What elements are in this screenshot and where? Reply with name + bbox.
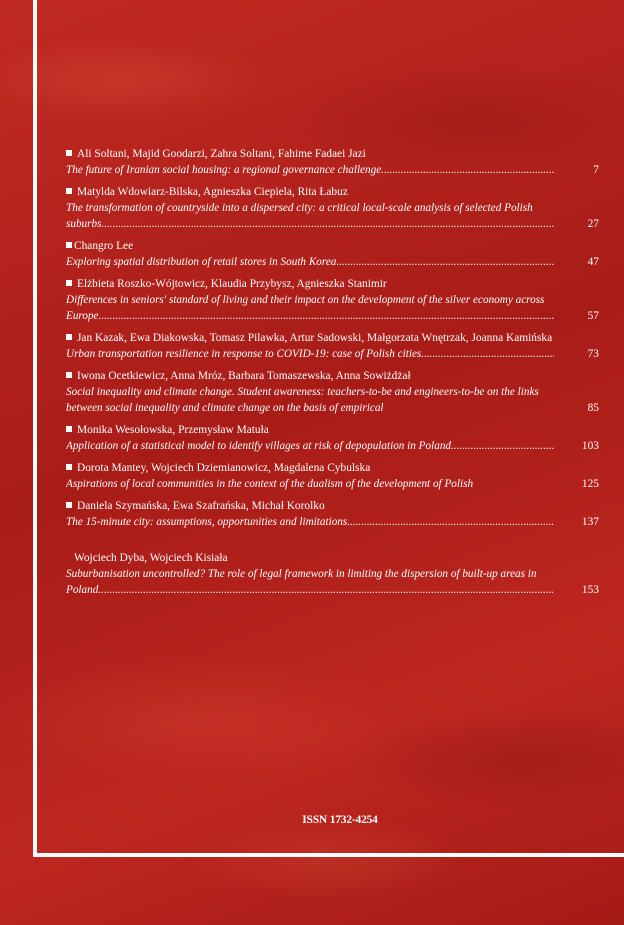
toc-entry[interactable] bbox=[66, 460, 601, 492]
entry-authors: Jan Kazak, Ewa Diakowska, Tomasz Pilawka, Artur Sadowski, Małgorzata Wnętrzak, Joanna Kamińska bbox=[66, 330, 601, 346]
toc-entry[interactable] bbox=[66, 550, 601, 598]
issn-number: ISSN 1732-4254 bbox=[302, 814, 378, 826]
entry-page-number: 85 bbox=[587, 402, 599, 414]
entry-authors: Daniela Szymańska, Ewa Szafrańska, Michał Korolko bbox=[66, 498, 601, 514]
bullet-icon bbox=[66, 280, 72, 286]
bullet-icon bbox=[66, 372, 72, 378]
entry-page-number: 7 bbox=[593, 164, 599, 176]
entry-page-number: 137 bbox=[581, 516, 599, 528]
entry-title[interactable]: The transformation of countryside into a dispersed city: a critical local-scale analysis of selected Polish suburbs ..... bbox=[66, 200, 554, 232]
bullet-icon bbox=[66, 242, 72, 248]
toc-entry[interactable] bbox=[66, 238, 601, 270]
section-gap bbox=[66, 536, 601, 550]
entry-page-number: 125 bbox=[581, 478, 599, 490]
toc-entry[interactable] bbox=[66, 330, 601, 362]
bullet-icon bbox=[66, 502, 72, 508]
table-of-contents bbox=[66, 146, 601, 604]
toc-entry[interactable] bbox=[66, 146, 601, 178]
toc-entry[interactable] bbox=[66, 276, 601, 324]
toc-entry[interactable] bbox=[66, 498, 601, 530]
entry-title[interactable]: Urban transportation resilience in response to COVID-19: case of Polish cities ..... bbox=[66, 346, 554, 362]
bullet-icon bbox=[66, 150, 72, 156]
entry-page-number: 57 bbox=[587, 310, 599, 322]
entry-authors: Ali Soltani, Majid Goodarzi, Zahra Soltani, Fahime Fadaei Jazi bbox=[66, 146, 601, 162]
entry-authors: Wojciech Dyba, Wojciech Kisiała bbox=[74, 552, 228, 564]
entry-title[interactable]: Suburbanisation uncontrolled? The role of legal framework in limiting the dispersion of built-up areas in Poland ..... bbox=[66, 566, 554, 598]
frame-bottom-line bbox=[33, 853, 624, 857]
entry-page-number: 73 bbox=[587, 348, 599, 360]
bullet-icon bbox=[66, 334, 72, 340]
entry-title[interactable]: Application of a statistical model to identify villages at risk of depopulation in Poland ..... bbox=[66, 438, 554, 454]
bullet-icon bbox=[66, 464, 72, 470]
entry-page-number: 47 bbox=[587, 256, 599, 268]
entry-title[interactable]: Exploring spatial distribution of retail stores in South Korea ..... bbox=[66, 254, 554, 270]
entry-authors: Matylda Wdowiarz-Bilska, Agnieszka Ciepiela, Rita Łabuz bbox=[66, 184, 601, 200]
entry-authors: Changro Lee bbox=[66, 238, 601, 254]
bullet-icon bbox=[66, 426, 72, 432]
entry-authors: Dorota Mantey, Wojciech Dziemianowicz, Magdalena Cybulska bbox=[66, 460, 601, 476]
toc-entry[interactable] bbox=[66, 368, 601, 416]
entry-authors: Monika Wesołowska, Przemysław Matuła bbox=[66, 422, 601, 438]
frame-left-line bbox=[33, 0, 37, 857]
toc-entry[interactable] bbox=[66, 184, 601, 232]
toc-entry[interactable] bbox=[66, 422, 601, 454]
entry-authors: Iwona Ocetkiewicz, Anna Mróz, Barbara Tomaszewska, Anna Sowiżdżał bbox=[66, 368, 601, 384]
entry-title[interactable]: Differences in seniors' standard of living and their impact on the development of the silver economy across Europe ..... bbox=[66, 292, 554, 324]
entry-page-number: 103 bbox=[581, 440, 599, 452]
entry-title[interactable]: The future of Iranian social housing: a regional governance challenge ..... bbox=[66, 162, 554, 178]
entry-authors: Elżbieta Roszko-Wójtowicz, Klaudia Przybysz, Agnieszka Stanimir bbox=[66, 276, 601, 292]
bullet-icon bbox=[66, 188, 72, 194]
entry-title[interactable]: Social inequality and climate change. Student awareness: teachers-to-be and engineers-to-be on the links between social inequality and climate change on the basis of empirical bbox=[66, 386, 539, 414]
entry-title[interactable]: Aspirations of local communities in the context of the dualism of the development of Polish bbox=[66, 478, 474, 490]
entry-title[interactable]: The 15-minute city: assumptions, opportunities and limitations ..... bbox=[66, 514, 554, 530]
entry-page-number: 153 bbox=[581, 584, 599, 596]
entry-page-number: 27 bbox=[587, 218, 599, 230]
